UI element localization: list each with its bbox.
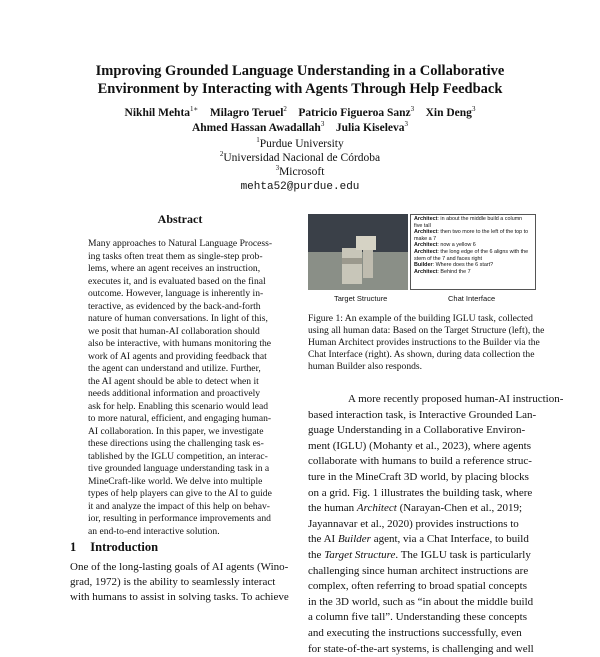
figure-label-right: Chat Interface xyxy=(448,294,495,303)
body-line: the Target Structure. The IGLU task is particularly xyxy=(308,548,540,564)
body-line: the AI Builder agent, via a Chat Interface, to build xyxy=(308,532,540,548)
abstract-line: the agent can understand and utilize. Further, xyxy=(88,363,278,376)
abstract-line: an end-to-end interactive solution. xyxy=(88,526,278,539)
figure-caption xyxy=(308,313,538,373)
aff-sup: 1 xyxy=(256,136,260,144)
chat-message xyxy=(414,242,532,249)
body-line: challenging since human architect instructions are xyxy=(308,564,540,580)
aff-sup: 2 xyxy=(220,150,224,158)
body-line: and executing the instructions successfully, even xyxy=(308,626,540,642)
figure-label-left: Target Structure xyxy=(334,294,387,303)
title-line-1: Improving Grounded Language Understanding in a Collaborative xyxy=(60,62,540,80)
chat-message xyxy=(414,216,532,229)
author-email[interactable]: mehta52@purdue.edu xyxy=(40,180,560,194)
abstract-line: also be interactive, with humans monitoring the xyxy=(88,338,278,351)
caption-line: using all human data: Based on the Target Structure (left), the xyxy=(308,325,538,337)
author-name: Xin Deng xyxy=(426,107,472,119)
body-line: guage Understanding in a Collaborative Environ- xyxy=(308,423,540,439)
caption-line: Figure 1: An example of the building IGLU task, collected xyxy=(308,313,538,325)
affiliation-3 xyxy=(40,165,560,179)
chat-speaker: Architect xyxy=(414,216,437,222)
chat-speaker: Builder xyxy=(414,262,433,268)
intro-body xyxy=(70,560,292,605)
abstract-line: work of AI agents and providing feedback that xyxy=(88,351,278,364)
chat-text: : Behind the 7 xyxy=(437,269,470,275)
chat-speaker: Architect xyxy=(414,229,437,235)
author-sup: 3 xyxy=(405,120,409,128)
section-title: Introduction xyxy=(90,540,158,554)
paper-title xyxy=(60,62,540,98)
caption-line: human Builder also responds. xyxy=(308,361,538,373)
abstract-line: tive grounded language understanding task in a xyxy=(88,463,278,476)
abstract-heading: Abstract xyxy=(90,212,270,227)
author-sup: 2 xyxy=(283,105,287,113)
abstract-line: outcome. However, language is inherently in- xyxy=(88,288,278,301)
abstract-line: Many approaches to Natural Language Process- xyxy=(88,238,278,251)
body-line: collaborate with humans to build a reference struc- xyxy=(308,454,540,470)
caption-line: Human Architect provides instructions to the Builder via the xyxy=(308,337,538,349)
chat-text: : Where does the 6 start? xyxy=(433,262,494,268)
body-line: a column five tall”. Understanding these concepts xyxy=(308,610,540,626)
abstract-line: to more natural, efficient, and engaging human- xyxy=(88,413,278,426)
author-sup: 1∗ xyxy=(190,105,198,113)
aff-sup: 3 xyxy=(276,164,280,172)
intro-line: with humans to assist in solving tasks. To achieve xyxy=(70,590,292,605)
abstract-line: executes it, and is evaluated based on the final xyxy=(88,276,278,289)
body-line: ment (IGLU) (Mohanty et al., 2023), where agents xyxy=(308,439,540,455)
section-number: 1 xyxy=(70,540,76,554)
body-line: the human Architect (Narayan-Chen et al., 2019; xyxy=(308,501,540,517)
chat-speaker: Architect xyxy=(414,242,437,248)
abstract-line: we posit that human-AI collaboration should xyxy=(88,326,278,339)
chat-speaker: Architect xyxy=(414,249,437,255)
author-name: Nikhil Mehta xyxy=(125,107,191,119)
chat-text: : now a yellow 6 xyxy=(437,242,475,248)
aff-text: Microsoft xyxy=(279,166,324,178)
title-line-2: Environment by Interacting with Agents Through Help Feedback xyxy=(60,80,540,98)
author-sup: 3 xyxy=(472,105,476,113)
body-line: based interaction task, is Interactive Grounded Lan- xyxy=(308,408,540,424)
author-sup: 3 xyxy=(411,105,415,113)
abstract-line: these directions using the challenging task es- xyxy=(88,438,278,451)
chat-message xyxy=(414,262,532,269)
right-column-body xyxy=(308,392,540,657)
abstract-line: ing tasks often treat them as single-step prob- xyxy=(88,251,278,264)
abstract-line: tablished by the IGLU competition, an interac- xyxy=(88,451,278,464)
body-line: A more recently proposed human-AI instruction- xyxy=(308,392,540,408)
body-line: ture in the MineCraft 3D world, by placing blocks xyxy=(308,470,540,486)
chat-message xyxy=(414,229,532,242)
affiliation-2 xyxy=(40,151,560,165)
abstract-body xyxy=(88,238,278,538)
author-name: Patricio Figueroa Sanz xyxy=(298,107,410,119)
chat-speaker: Architect xyxy=(414,269,437,275)
chat-message xyxy=(414,269,532,276)
body-line: complex, often referring to broad spatial concepts xyxy=(308,579,540,595)
chat-text: : then two more to the left of the top to make a 7 xyxy=(414,229,528,242)
affiliation-1 xyxy=(40,137,560,151)
author-name: Milagro Teruel xyxy=(210,107,284,119)
chat-text: : in about the middle build a column five tall xyxy=(414,216,522,229)
body-line: in the 3D world, such as “in about the middle build xyxy=(308,595,540,611)
body-line: for state-of-the-art systems, is challenging and well xyxy=(308,642,540,657)
author-name: Julia Kiseleva xyxy=(336,122,405,134)
aff-text: Universidad Nacional de Córdoba xyxy=(223,152,380,164)
author-sup: 3 xyxy=(321,120,325,128)
chat-interface xyxy=(410,214,536,290)
abstract-line: teractive, as evidenced by the back-and-forth xyxy=(88,301,278,314)
body-line: Jayannavar et al., 2020) provides instructions to xyxy=(308,517,540,533)
chat-text: : the long edge of the 6 aligns with the stem of the 7 and faces right xyxy=(414,249,528,262)
section-heading xyxy=(70,540,158,555)
abstract-line: MineCraft-like world. We delve into multiple xyxy=(88,476,278,489)
chat-message xyxy=(414,249,532,262)
target-structure-image xyxy=(308,214,408,290)
abstract-line: ior, resulting in performance improvements and xyxy=(88,513,278,526)
abstract-line: the AI agent should be able to detect when it xyxy=(88,376,278,389)
abstract-line: needs additional information and proactively xyxy=(88,388,278,401)
abstract-line: AI collaboration. In this paper, we investigate xyxy=(88,426,278,439)
authors-line-2 xyxy=(40,121,560,136)
caption-line: Chat Interface (right). As shown, during data collection the xyxy=(308,349,538,361)
abstract-line: lems, where an agent receives an instruction, xyxy=(88,263,278,276)
abstract-line: ask for help. Enabling this scenario would lead xyxy=(88,401,278,414)
authors-line-1 xyxy=(40,106,560,121)
abstract-line: nature of human conversations. In light of this, xyxy=(88,313,278,326)
author-name: Ahmed Hassan Awadallah xyxy=(192,122,321,134)
aff-text: Purdue University xyxy=(260,138,344,150)
abstract-line: it and analyze the impact of this help on behav- xyxy=(88,501,278,514)
abstract-line: types of help players can give to the AI to guide xyxy=(88,488,278,501)
body-line: on a grid. Fig. 1 illustrates the building task, where xyxy=(308,486,540,502)
intro-line: One of the long-lasting goals of AI agents (Wino- xyxy=(70,560,292,575)
intro-line: grad, 1972) is the ability to seamlessly interact xyxy=(70,575,292,590)
